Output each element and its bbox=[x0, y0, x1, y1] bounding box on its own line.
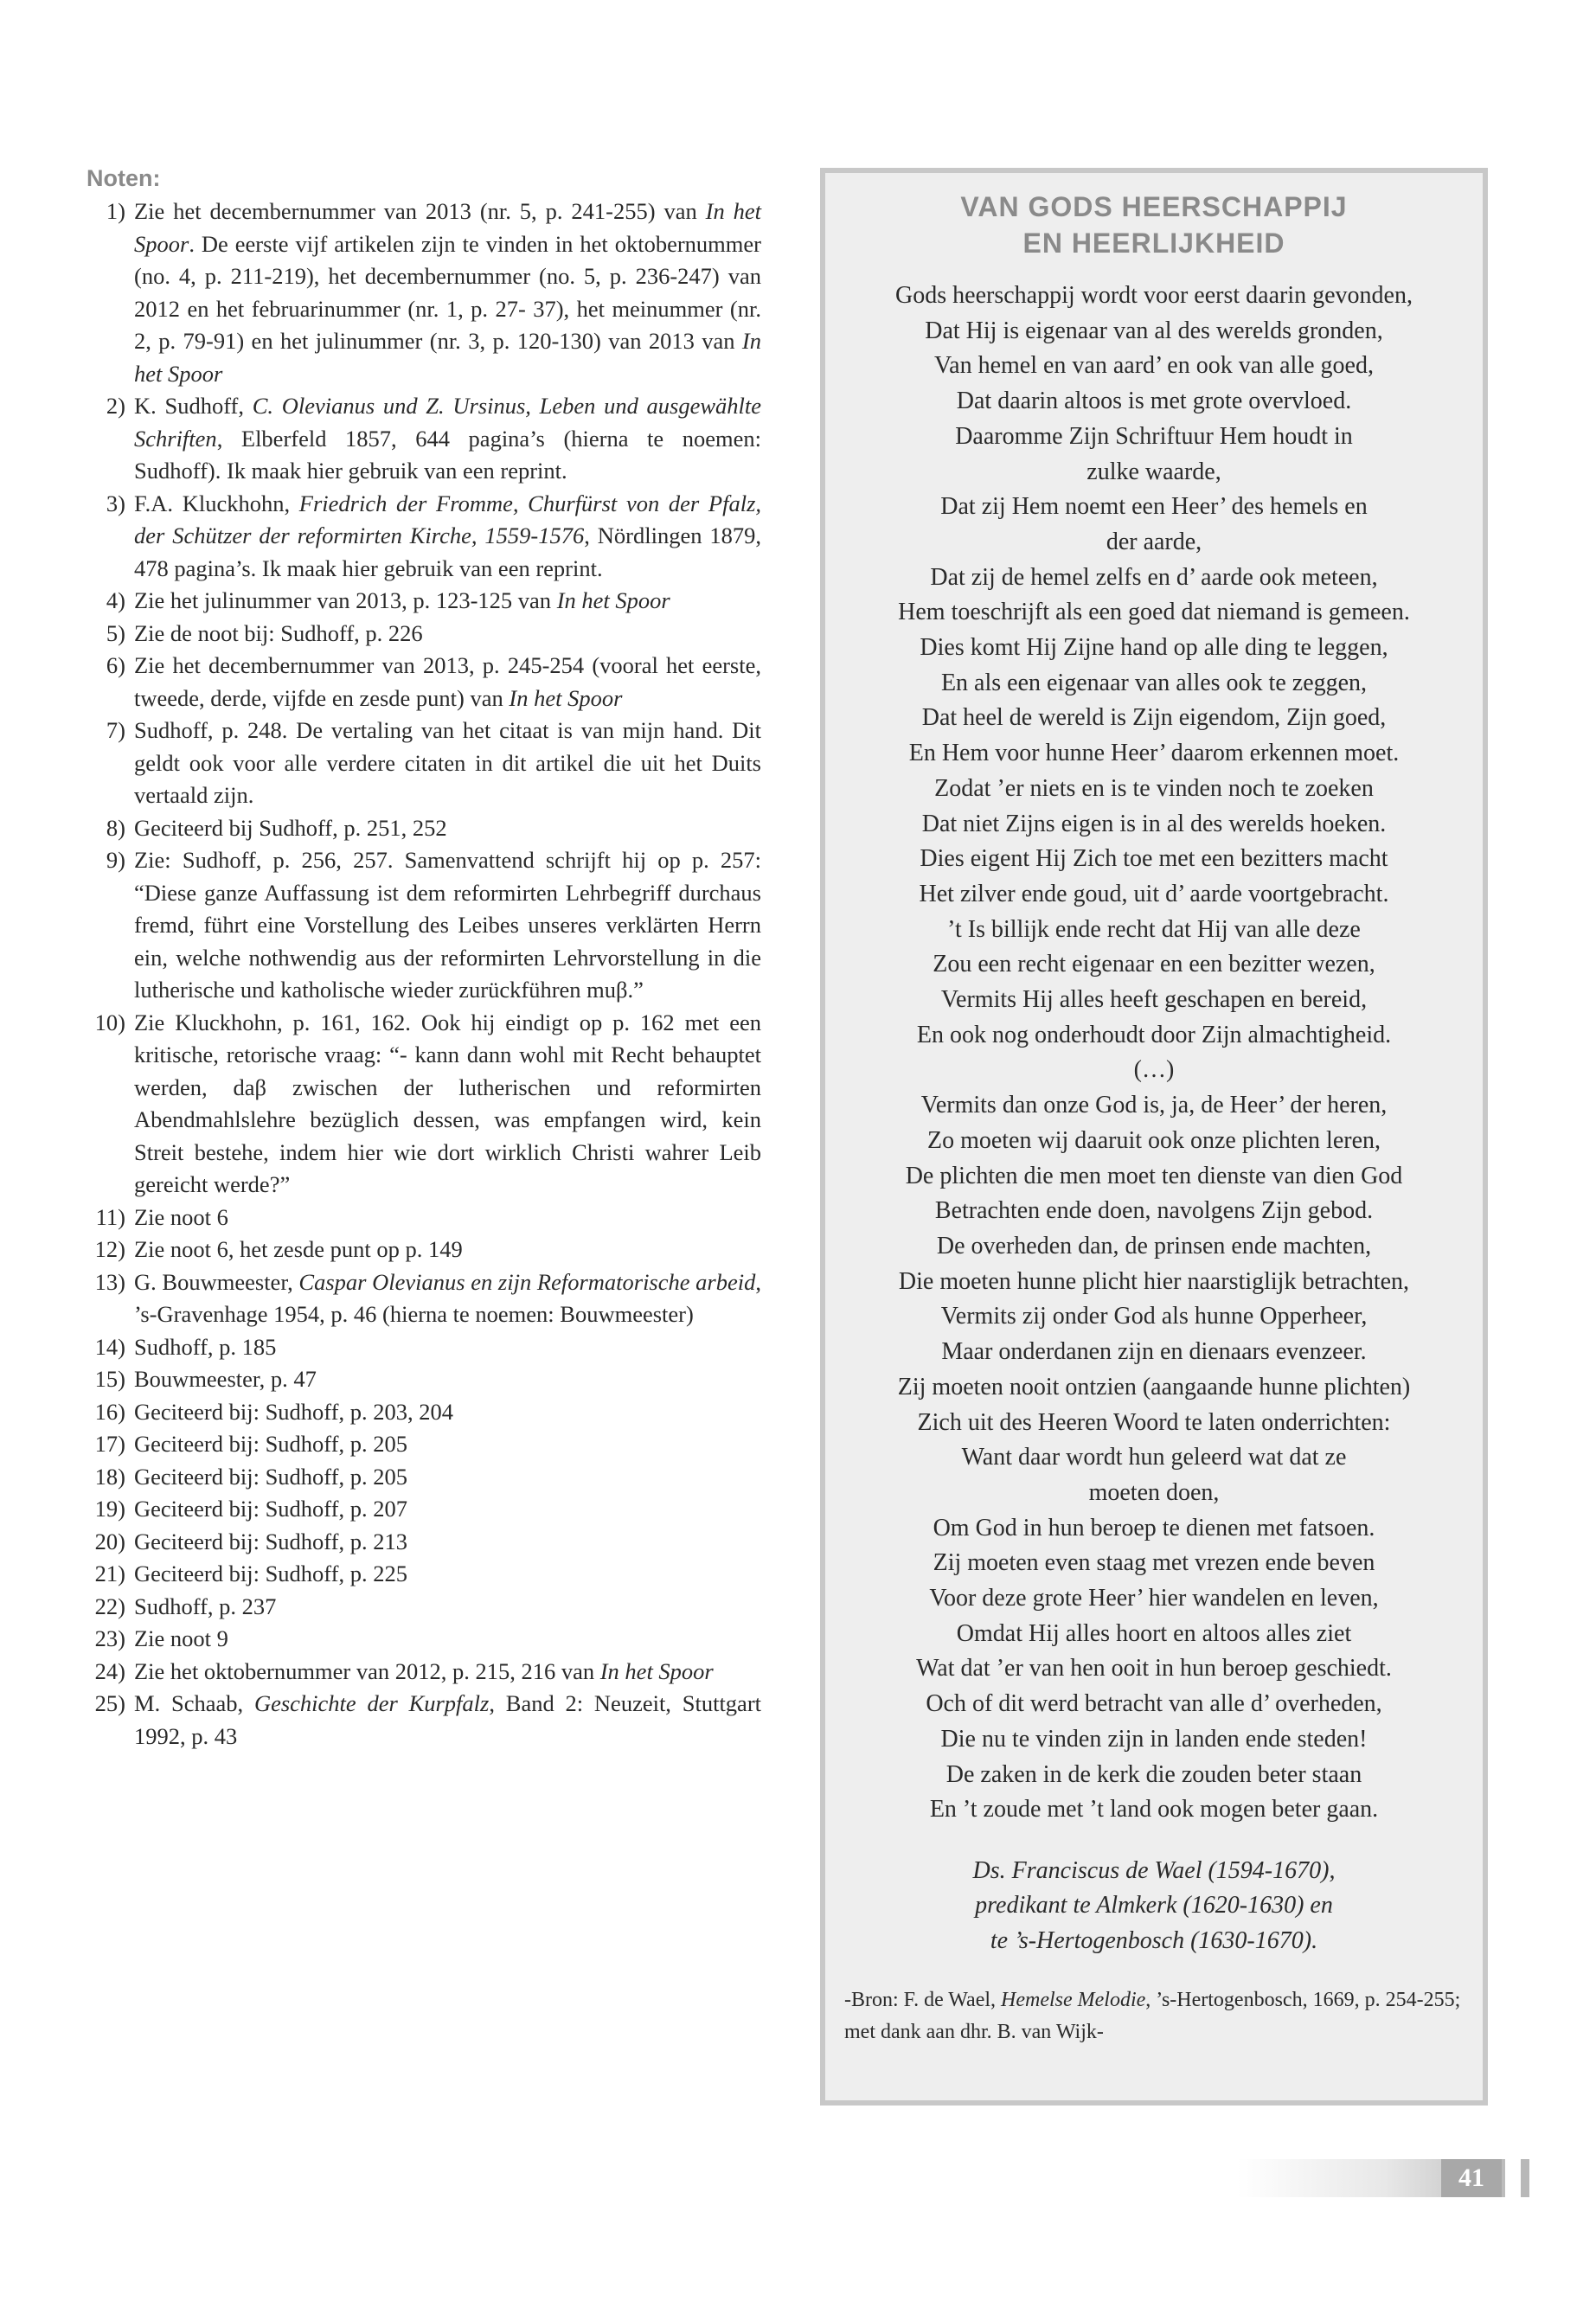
source-suffix: , ’s-Hertogenbosch, 1669, p. 254-255; met dank aan dhr. B. van Wijk- bbox=[844, 1989, 1461, 2044]
note-number: 12) bbox=[94, 1236, 125, 1262]
note-text bbox=[134, 618, 761, 651]
note-item bbox=[87, 1591, 761, 1624]
note-text-run: Zie het decembernummer van 2013, p. 245-254 (vooral het eerste, tweede, derde, vijfde en zesde punt) van bbox=[134, 652, 761, 711]
note-text-run: Sudhoff, p. 248. De vertaling van het citaat is van mijn hand. Dit geldt ook voor alle verdere citaten in dit artikel die uit het Duits vertaald zijn. bbox=[134, 717, 761, 808]
poem-author bbox=[844, 1854, 1464, 1959]
note-text-run: Zie het julinummer van 2013, p. 123-125 van bbox=[134, 587, 557, 613]
note-text bbox=[134, 195, 761, 390]
note-item bbox=[87, 1688, 761, 1753]
note-item bbox=[87, 195, 761, 390]
note-text bbox=[134, 390, 761, 488]
poem-line: Dat heel de wereld is Zijn eigendom, Zijn goed, bbox=[921, 704, 1387, 732]
note-item bbox=[87, 1461, 761, 1494]
author-line: predikant te Almkerk (1620-1630) en bbox=[975, 1892, 1333, 1920]
note-number: 3) bbox=[106, 490, 125, 516]
note-number: 19) bbox=[94, 1496, 125, 1522]
note-item bbox=[87, 1234, 761, 1266]
note-text-run: Geciteerd bij: Sudhoff, p. 203, 204 bbox=[134, 1398, 453, 1425]
note-text bbox=[134, 844, 761, 1007]
poem-line: En ’t zoude met ’t land ook mogen beter gaan. bbox=[929, 1796, 1379, 1823]
poem-line: Betrachten ende doen, navolgens Zijn gebod. bbox=[934, 1197, 1374, 1225]
note-text-run: Geciteerd bij: Sudhoff, p. 213 bbox=[134, 1528, 407, 1554]
note-item bbox=[87, 1331, 761, 1364]
note-text-run: . De eerste vijf artikelen zijn te vinden in het oktobernummer (no. 4, p. 211-219), het decembernummer (no. 5, p. 236-247) van 2012 en het februarinummer (nr. 1, p. 27- 37), het meinummer (nr. 2, p. 79-91) en het julinummer (nr. 3, p. 120-130) van 2013 van bbox=[134, 230, 761, 354]
note-text bbox=[134, 650, 761, 715]
poem-line: Dies komt Hij Zijne hand op alle ding te leggen, bbox=[920, 634, 1388, 662]
poem-line: Het zilver ende goud, uit d’ aarde voortgebracht. bbox=[919, 880, 1389, 907]
note-text bbox=[134, 812, 761, 845]
poem-line: En Hem voor hunne Heer’ daarom erkennen moet. bbox=[908, 740, 1400, 767]
poem-line: Maar onderdanen zijn en dienaars evenzeer. bbox=[941, 1338, 1367, 1366]
note-title-italic: Friedrich der Fromme, Churfürst von der Pfalz, der Schützer der reformirten Kirche, 1559-1576 bbox=[134, 490, 762, 548]
poem-title bbox=[844, 189, 1464, 261]
author-line: Ds. Franciscus de Wael (1594-1670), bbox=[972, 1856, 1336, 1884]
note-number: 25) bbox=[94, 1690, 125, 1716]
note-text bbox=[134, 1623, 761, 1656]
poem-line: En ook nog onderhoudt door Zijn almachtigheid. bbox=[916, 1021, 1392, 1048]
note-text bbox=[134, 1202, 761, 1234]
notes-list bbox=[87, 195, 761, 1753]
poem-line: Dat zij de hemel zelfs en d’ aarde ook meteen, bbox=[930, 563, 1378, 591]
poem-line: Die nu te vinden zijn in landen ende steden! bbox=[940, 1725, 1368, 1753]
note-title-italic: In het Spoor bbox=[509, 684, 623, 711]
notes-heading: Noten: bbox=[87, 165, 161, 191]
poem-line: Och of dit werd betracht van alle d’ overheden, bbox=[926, 1690, 1382, 1718]
note-text bbox=[134, 1526, 761, 1559]
note-item bbox=[87, 1396, 761, 1429]
note-number: 6) bbox=[106, 652, 125, 678]
note-number: 7) bbox=[106, 717, 125, 743]
poem-title-line-2: EN HEERLIJKHEID bbox=[1022, 228, 1285, 259]
poem-source bbox=[844, 1984, 1464, 2048]
poem-line: zulke waarde, bbox=[1086, 458, 1221, 485]
page-edge-mark bbox=[1521, 2159, 1529, 2197]
note-text-run: Zie: Sudhoff, p. 256, 257. Samenvattend schrijft hij op p. 257: “Diese ganze Auffassung ist dem reformirten Lehrbegriff durchaus fremd, führt eine Vorstellung des Leibes unseres verklärten Herrn ein, welche nothwendig aus der reformirten Lehrvorstellung in die lutherische und katholische wieder zurückführen muβ.” bbox=[134, 847, 761, 1003]
note-text-run: M. Schaab, bbox=[134, 1690, 254, 1716]
note-text bbox=[134, 715, 761, 812]
note-text bbox=[134, 488, 761, 586]
poem-line: En als een eigenaar van alles ook te zeggen, bbox=[940, 669, 1368, 696]
poem-line: De overheden dan, de prinsen ende machten, bbox=[936, 1232, 1372, 1259]
note-text bbox=[134, 1428, 761, 1461]
note-text-run: Bouwmeester, p. 47 bbox=[134, 1366, 317, 1392]
poem-line: Dat niet Zijns eigen is in al des werelds hoeken. bbox=[921, 810, 1387, 837]
note-text-run: Zie noot 9 bbox=[134, 1625, 228, 1651]
poem-line: Voor deze grote Heer’ hier wandelen en leven, bbox=[929, 1585, 1379, 1612]
note-text bbox=[134, 1558, 761, 1591]
poem-line: ’t Is billijk ende recht dat Hij van alle deze bbox=[947, 915, 1361, 943]
note-item bbox=[87, 812, 761, 845]
note-item bbox=[87, 1202, 761, 1234]
note-text-run: Geciteerd bij Sudhoff, p. 251, 252 bbox=[134, 814, 447, 841]
note-number: 22) bbox=[94, 1593, 125, 1619]
note-item bbox=[87, 844, 761, 1007]
note-text-run: , Nördlingen 1879, 478 pagina’s. Ik maak hier gebruik van een reprint. bbox=[134, 522, 761, 581]
source-title: Hemelse Melodie bbox=[1001, 1989, 1146, 2012]
poem-line: der aarde, bbox=[1106, 528, 1202, 555]
note-text bbox=[134, 1461, 761, 1494]
poem-lines bbox=[844, 279, 1464, 1828]
poem-line: Van hemel en van aard’ en ook van alle goed, bbox=[934, 352, 1374, 380]
poem-line: Vermits dan onze God is, ja, de Heer’ der heren, bbox=[920, 1092, 1388, 1119]
poem-line: Zou een recht eigenaar en een bezitter wezen, bbox=[933, 951, 1375, 978]
note-item bbox=[87, 1526, 761, 1559]
note-number: 8) bbox=[106, 814, 125, 841]
note-text bbox=[134, 1007, 761, 1202]
poem-line: De plichten die men moet ten dienste van dien God bbox=[905, 1162, 1403, 1189]
note-item bbox=[87, 585, 761, 618]
note-title-italic: In het Spoor bbox=[134, 198, 762, 257]
poem-line: De zaken in de kerk die zouden beter staan bbox=[945, 1760, 1362, 1788]
note-text-run: K. Sudhoff, bbox=[134, 393, 253, 419]
note-text bbox=[134, 1331, 761, 1364]
poem-line: Die moeten hunne plicht hier naarstiglijk betrachten, bbox=[898, 1267, 1410, 1295]
note-text bbox=[134, 1591, 761, 1624]
note-number: 10) bbox=[94, 1009, 125, 1035]
note-text-run: Geciteerd bij: Sudhoff, p. 205 bbox=[134, 1463, 407, 1490]
note-text-run: Geciteerd bij: Sudhoff, p. 225 bbox=[134, 1561, 407, 1586]
note-number: 15) bbox=[94, 1366, 125, 1392]
page-number: 41 bbox=[1441, 2159, 1502, 2197]
note-item bbox=[87, 1623, 761, 1656]
poem-line: Zich uit des Heeren Woord te laten onderrichten: bbox=[917, 1408, 1391, 1436]
note-text-run: , Band 2: Neuzeit, Stuttgart 1992, p. 43 bbox=[134, 1690, 762, 1749]
note-text-run: Zie Kluckhohn, p. 161, 162. Ook hij eindigt op p. 162 met een kritische, retorische vraag: “- kann dann wohl mit Recht behauptet werden, daβ zwischen der lutherischen und reformirten Abendmahlslehre bezüglich dessen, was empfangen wird, kein Streit bestehe, indem hier wie dort wirklich Christi wahrer Leib gereicht werde?” bbox=[134, 1009, 761, 1197]
note-number: 17) bbox=[94, 1431, 125, 1457]
note-title-italic: Caspar Olevianus en zijn Reformatorische arbeid bbox=[298, 1268, 756, 1295]
note-number: 1) bbox=[106, 198, 125, 224]
note-number: 23) bbox=[94, 1625, 125, 1651]
poem-line: (…) bbox=[1133, 1056, 1175, 1084]
poem-line: Zo moeten wij daaruit ook onze plichten leren, bbox=[926, 1126, 1381, 1154]
note-number: 5) bbox=[106, 619, 125, 646]
note-title-italic: Geschichte der Kurpfalz bbox=[253, 1690, 490, 1716]
poem-line: moeten doen, bbox=[1088, 1478, 1220, 1506]
note-text-run: , Elberfeld 1857, 644 pagina’s (hierna te noemen: Sudhoff). Ik maak hier gebruik van een reprint. bbox=[134, 425, 761, 484]
note-text-run: Zie noot 6, het zesde punt op p. 149 bbox=[134, 1236, 463, 1262]
note-item bbox=[87, 618, 761, 651]
note-text bbox=[134, 1266, 761, 1331]
note-number: 11) bbox=[95, 1203, 125, 1230]
note-number: 2) bbox=[106, 393, 125, 419]
poem-line: Dies eigent Hij Zich toe met een bezitters macht bbox=[920, 845, 1388, 873]
poem-line: Zij moeten even staag met vrezen ende beven bbox=[933, 1549, 1375, 1577]
note-text-run: F.A. Kluckhohn, bbox=[134, 490, 299, 516]
poem-line: Daaromme Zijn Schriftuur Hem houdt in bbox=[955, 422, 1353, 450]
note-text-run: Geciteerd bij: Sudhoff, p. 205 bbox=[134, 1431, 407, 1457]
poem-line: Dat Hij is eigenaar van al des werelds gronden, bbox=[925, 317, 1383, 344]
note-text bbox=[134, 1493, 761, 1526]
poem-line: Want daar wordt hun geleerd wat dat ze bbox=[961, 1444, 1347, 1471]
source-prefix: -Bron: F. de Wael, bbox=[844, 1989, 1002, 2012]
poem-line: Zij moeten nooit ontzien (aangaande hunne plichten) bbox=[897, 1373, 1411, 1400]
note-number: 21) bbox=[94, 1561, 125, 1586]
note-title-italic: In het Spoor bbox=[599, 1657, 714, 1684]
note-title-italic: In het Spoor bbox=[556, 587, 670, 613]
note-text bbox=[134, 1234, 761, 1266]
note-text-run: Zie noot 6 bbox=[134, 1203, 228, 1230]
note-text-run: , ’s-Gravenhage 1954, p. 46 (hierna te noemen: Bouwmeester) bbox=[134, 1268, 761, 1327]
poem-line: Dat daarin altoos is met grote overvloed. bbox=[956, 388, 1352, 415]
note-item bbox=[87, 1363, 761, 1396]
poem-line: Omdat Hij alles hoort en altoos alles ziet bbox=[956, 1619, 1352, 1647]
note-item bbox=[87, 488, 761, 586]
poem-line: Dat zij Hem noemt een Heer’ des hemels en bbox=[940, 493, 1368, 521]
note-item bbox=[87, 1558, 761, 1591]
note-item bbox=[87, 1656, 761, 1689]
note-number: 14) bbox=[94, 1333, 125, 1360]
poem-line: Hem toeschrijft als een goed dat niemand is gemeen. bbox=[898, 599, 1410, 626]
note-item bbox=[87, 650, 761, 715]
note-text-run: Geciteerd bij: Sudhoff, p. 207 bbox=[134, 1496, 407, 1522]
note-text bbox=[134, 1363, 761, 1396]
poem-line: Vermits zij onder God als hunne Opperheer, bbox=[940, 1303, 1368, 1330]
note-number: 24) bbox=[94, 1657, 125, 1684]
note-item bbox=[87, 1428, 761, 1461]
poem-line: Om God in hun beroep te dienen met fatsoen. bbox=[933, 1514, 1375, 1541]
note-number: 13) bbox=[94, 1268, 125, 1295]
note-text bbox=[134, 1396, 761, 1429]
note-text-run: G. Bouwmeester, bbox=[134, 1268, 299, 1295]
poem-box bbox=[820, 168, 1488, 2106]
note-number: 20) bbox=[94, 1528, 125, 1554]
notes-section bbox=[87, 163, 761, 1753]
poem-line: Vermits Hij alles heeft geschapen en bereid, bbox=[940, 986, 1368, 1014]
author-line: te ’s-Hertogenbosch (1630-1670). bbox=[990, 1926, 1318, 1954]
note-text-run: Zie het decembernummer van 2013 (nr. 5, p. 241-255) van bbox=[134, 198, 706, 224]
note-number: 9) bbox=[106, 847, 125, 873]
note-item bbox=[87, 1007, 761, 1202]
note-number: 4) bbox=[106, 587, 125, 613]
note-title-italic: In het Spoor bbox=[134, 328, 761, 387]
note-text bbox=[134, 585, 761, 618]
note-text-run: Sudhoff, p. 185 bbox=[134, 1333, 277, 1360]
note-text-run: Sudhoff, p. 237 bbox=[134, 1593, 277, 1619]
note-number: 18) bbox=[94, 1463, 125, 1490]
note-item bbox=[87, 715, 761, 812]
note-text bbox=[134, 1688, 761, 1753]
note-title-italic: C. Olevianus und Z. Ursinus, Leben und ausgewählte Schriften bbox=[134, 393, 762, 452]
note-text-run: Zie de noot bij: Sudhoff, p. 226 bbox=[134, 619, 423, 646]
poem-line: Zodat ’er niets en is te vinden noch te zoeken bbox=[934, 774, 1374, 802]
note-text bbox=[134, 1656, 761, 1689]
poem-title-line-1: VAN GODS HEERSCHAPPIJ bbox=[960, 191, 1348, 222]
note-text-run: Zie het oktobernummer van 2012, p. 215, 216 van bbox=[134, 1657, 600, 1684]
poem-line: Gods heerschappij wordt voor eerst daarin gevonden, bbox=[895, 282, 1413, 309]
note-item bbox=[87, 390, 761, 488]
note-item bbox=[87, 1493, 761, 1526]
note-number: 16) bbox=[94, 1398, 125, 1425]
note-item bbox=[87, 1266, 761, 1331]
poem-line: Wat dat ’er van hen ooit in hun beroep geschiedt. bbox=[916, 1655, 1392, 1682]
